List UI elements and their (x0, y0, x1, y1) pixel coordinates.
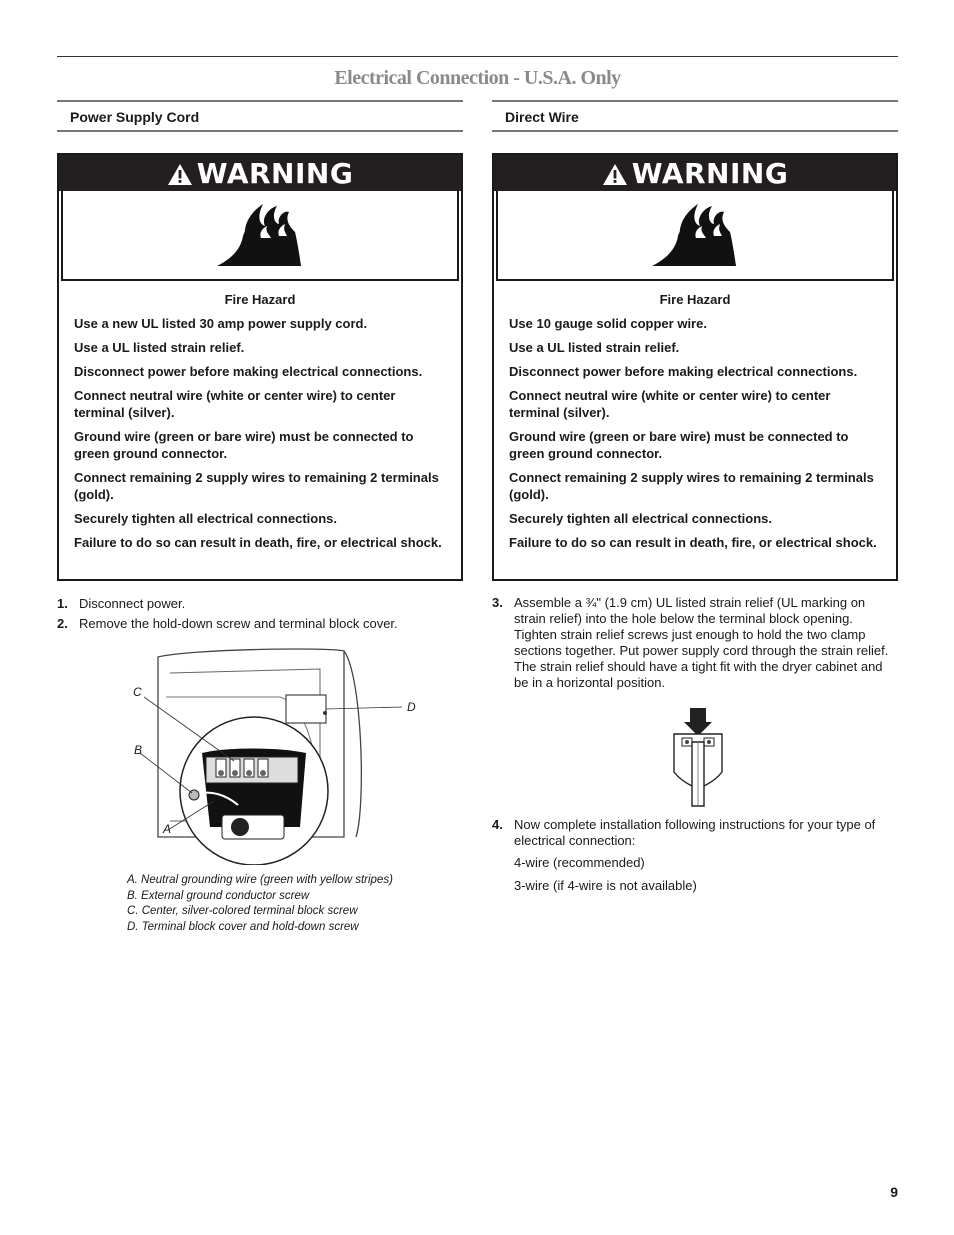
warning-line: Securely tighten all electrical connections. (74, 511, 337, 526)
connection-option: 3-wire (if 4-wire is not available) (514, 878, 697, 893)
strain-relief-illustration (668, 706, 728, 808)
section-title: Power Supply Cord (57, 100, 463, 132)
warning-line: Ground wire (green or bare wire) must be connected to green ground connector. (74, 429, 414, 461)
right-step-4 (492, 817, 898, 894)
caption-line: C. Center, silver-colored terminal block screw (127, 905, 358, 917)
figure-label-a: A (163, 822, 172, 836)
page-number: 9 (890, 1184, 898, 1200)
warning-line: Ground wire (green or bare wire) must be connected to green ground connector. (509, 429, 849, 461)
step-text: Disconnect power. (79, 596, 186, 611)
hazard-type: Fire Hazard (659, 292, 731, 307)
warning-line: Use a new UL listed 30 amp power supply cord. (74, 316, 368, 331)
step-3 (492, 595, 898, 691)
warning-line: Connect remaining 2 supply wires to remaining 2 terminals (gold). (509, 470, 874, 502)
section-title: Direct Wire (492, 100, 898, 132)
warning-heading: WARNING (631, 157, 789, 190)
step-number: 4. (492, 817, 503, 832)
warning-line: Failure to do so can result in death, fire, or electrical shock. (509, 535, 877, 550)
warning-header (59, 155, 461, 191)
fire-icon (215, 202, 305, 268)
top-rule (57, 56, 898, 57)
left-steps (57, 596, 463, 636)
warning-line: Disconnect power before making electrical connections. (74, 364, 423, 379)
step-4 (492, 817, 898, 849)
step-1 (57, 596, 463, 612)
figure-label-b: B (134, 743, 143, 757)
warning-heading: WARNING (196, 157, 354, 190)
warning-triangle-icon (602, 163, 628, 186)
warning-line: Use a UL listed strain relief. (509, 340, 680, 355)
warning-line: Use 10 gauge solid copper wire. (509, 316, 707, 331)
connection-option: 4-wire (recommended) (514, 855, 645, 870)
warning-line: Disconnect power before making electrical connections. (509, 364, 858, 379)
step-text: Now complete installation following instructions for your type of electrical connection: (514, 817, 876, 848)
direct-wire-section (492, 100, 898, 550)
terminal-block-illustration (130, 645, 430, 865)
caption-line: D. Terminal block cover and hold-down screw (127, 920, 359, 933)
fire-pictogram (61, 191, 459, 281)
figure-label-d: D (407, 700, 416, 714)
warning-text (494, 281, 896, 551)
caption-line: B. External ground conductor screw (127, 889, 310, 902)
warning-line: Connect remaining 2 supply wires to remaining 2 terminals (gold). (74, 470, 439, 502)
fire-pictogram (496, 191, 894, 281)
warning-line: Use a UL listed strain relief. (74, 340, 245, 355)
right-step-3 (492, 595, 898, 695)
power-supply-cord-section (57, 100, 463, 550)
warning-line: Connect neutral wire (white or center wire) to center terminal (silver). (509, 388, 831, 420)
warning-header (494, 155, 896, 191)
caption-line: A. Neutral grounding wire (green with yellow stripes) (127, 874, 393, 886)
step-number: 2. (57, 616, 68, 631)
figure-caption (127, 873, 393, 935)
step-text: Remove the hold-down screw and terminal block cover. (79, 616, 398, 631)
step-number: 3. (492, 595, 503, 610)
warning-triangle-icon (167, 163, 193, 186)
warning-line: Securely tighten all electrical connections. (509, 511, 772, 526)
warning-box (492, 153, 898, 581)
step-text: Assemble a ¾" (1.9 cm) UL listed strain relief (UL marking on strain relief) into the hole below the terminal block opening. Tighten strain relief screws just enough to hold the two clamp sections together. Put power supply cord through the strain relief. The strain relief should have a tight fit with the dryer cabinet and be in a horizontal position. (514, 595, 889, 690)
warning-line: Failure to do so can result in death, fire, or electrical shock. (74, 535, 442, 550)
fire-icon (650, 202, 740, 268)
figure-label-c: C (133, 685, 142, 699)
hazard-type: Fire Hazard (224, 292, 296, 307)
warning-line: Connect neutral wire (white or center wire) to center terminal (silver). (74, 388, 396, 420)
step-2 (57, 616, 463, 632)
warning-text (59, 281, 461, 551)
page-title: Electrical Connection - U.S.A. Only (334, 67, 621, 89)
step-number: 1. (57, 596, 68, 611)
warning-box (57, 153, 463, 581)
